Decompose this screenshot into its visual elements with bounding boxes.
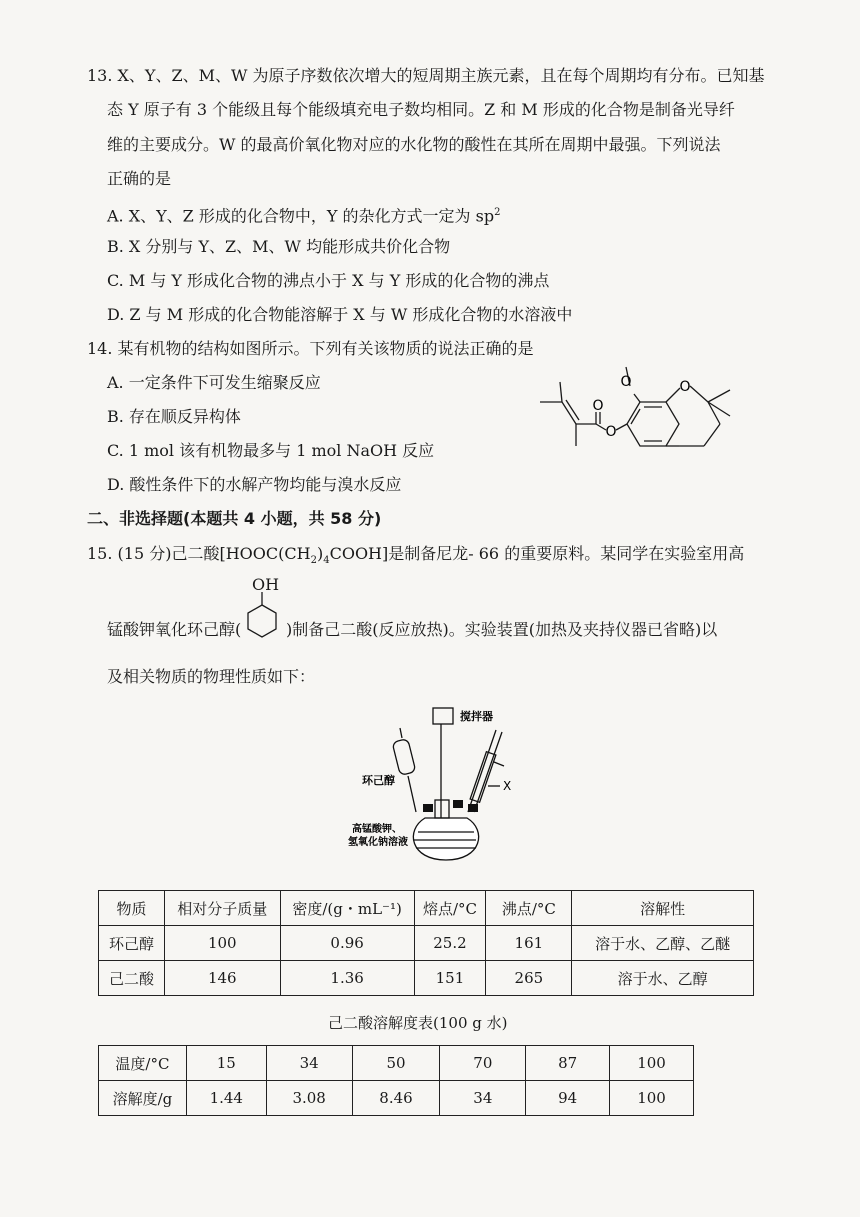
q15-line2-part-a: 锰酸钾氧化环己醇( bbox=[107, 620, 242, 639]
q13-option-b: B. X 分别与 Y、Z、M、W 均能形成共价化合物 bbox=[107, 237, 451, 256]
solubility-table-caption: 己二酸溶解度表(100 g 水) bbox=[328, 1014, 508, 1032]
cyclohexanol-ring-structure bbox=[240, 592, 284, 642]
section-heading: 二、非选择题(本题共 4 小题，共 58 分) bbox=[87, 509, 382, 528]
q13-option-a bbox=[107, 202, 500, 227]
atom-o-ester: O bbox=[605, 424, 617, 440]
header-solubility: 溶解性 bbox=[572, 891, 754, 926]
cell: 34 bbox=[440, 1081, 526, 1116]
atom-o-methoxy: O bbox=[620, 374, 632, 390]
solubility-table bbox=[98, 1045, 694, 1116]
cell: 151 bbox=[414, 961, 486, 996]
q14-option-d: D. 酸性条件下的水解产物均能与溴水反应 bbox=[107, 475, 402, 494]
cell: 50 bbox=[352, 1046, 440, 1081]
q15-line1 bbox=[87, 543, 744, 572]
cell: 溶解度/g bbox=[99, 1081, 187, 1116]
q13-stem-line1: 13. X、Y、Z、M、W 为原子序数依次增大的短周期主族元素，且在每个周期均有分布。已知基 bbox=[87, 66, 765, 85]
label-cyclohexanol: 环己醇 bbox=[362, 774, 395, 787]
q13-option-a-superscript: 2 bbox=[494, 207, 501, 218]
cell: 溶于水、乙醇 bbox=[572, 961, 754, 996]
q15-line1-part-b: ) bbox=[316, 544, 324, 563]
label-stirrer: 搅拌器 bbox=[460, 710, 493, 723]
cell: 146 bbox=[164, 961, 280, 996]
q14-option-a: A. 一定条件下可发生缩聚反应 bbox=[107, 373, 321, 392]
q15-line1-part-a: 15. (15 分)己二酸[HOOC(CH bbox=[87, 544, 311, 563]
apparatus-diagram bbox=[340, 695, 530, 865]
header-boiling-point: 沸点/°C bbox=[486, 891, 572, 926]
table-row bbox=[99, 1081, 694, 1116]
cell: 100 bbox=[164, 926, 280, 961]
header-substance: 物质 bbox=[99, 891, 165, 926]
table-header-row bbox=[99, 891, 754, 926]
q13-stem-line2: 态 Y 原子有 3 个能级且每个能级填充电子数均相同。Z 和 M 形成的化合物是制备光导纤 bbox=[107, 100, 735, 119]
table-row bbox=[99, 961, 754, 996]
q13-option-c: C. M 与 Y 形成化合物的沸点小于 X 与 Y 形成的化合物的沸点 bbox=[107, 271, 550, 290]
cell: 0.96 bbox=[280, 926, 414, 961]
label-solution-line2: 氢氧化钠溶液 bbox=[348, 837, 408, 848]
q13-stem-line4: 正确的是 bbox=[107, 169, 172, 188]
cell: 100 bbox=[610, 1081, 694, 1116]
q14-stem: 14. 某有机物的结构如图所示。下列有关该物质的说法正确的是 bbox=[87, 339, 534, 358]
cell: 15 bbox=[186, 1046, 266, 1081]
cell: 87 bbox=[526, 1046, 610, 1081]
q13-stem-line3: 维的主要成分。W 的最高价氧化物对应的水化物的酸性在其所在周期中最强。下列说法 bbox=[107, 135, 721, 154]
cell: 25.2 bbox=[414, 926, 486, 961]
header-density: 密度/(g・mL⁻¹) bbox=[280, 891, 414, 926]
q15-line2-part-b: )制备己二酸(反应放热)。实验装置(加热及夹持仪器已省略)以 bbox=[286, 620, 718, 639]
cyclohexanol-oh-label: OH bbox=[252, 575, 280, 594]
cell: 161 bbox=[486, 926, 572, 961]
physical-properties-table bbox=[98, 890, 754, 996]
cell: 1.44 bbox=[186, 1081, 266, 1116]
q14-molecule-structure bbox=[525, 355, 765, 480]
cell: 温度/°C bbox=[99, 1046, 187, 1081]
table-row bbox=[99, 926, 754, 961]
q15-line1-part-c: COOH]是制备尼龙- 66 的重要原料。某同学在实验室用高 bbox=[329, 544, 745, 563]
q15-line3: 及相关物质的物理性质如下： bbox=[107, 667, 316, 686]
cell: 8.46 bbox=[352, 1081, 440, 1116]
q15-line1-sub-2: 2 bbox=[310, 555, 317, 567]
label-x-condenser: X bbox=[503, 779, 512, 793]
cell: 溶于水、乙醇、乙醚 bbox=[572, 926, 754, 961]
cell: 100 bbox=[610, 1046, 694, 1081]
cell: 环己醇 bbox=[99, 926, 165, 961]
q15-line1-sub-4: 4 bbox=[323, 555, 330, 567]
atom-o-ring: O bbox=[679, 379, 691, 395]
cell: 70 bbox=[440, 1046, 526, 1081]
cell: 265 bbox=[486, 961, 572, 996]
header-melting-point: 熔点/°C bbox=[414, 891, 486, 926]
q13-option-d: D. Z 与 M 形成的化合物能溶解于 X 与 W 形成化合物的水溶液中 bbox=[107, 305, 573, 324]
q14-option-b: B. 存在顺反异构体 bbox=[107, 407, 241, 426]
cell: 94 bbox=[526, 1081, 610, 1116]
cell: 1.36 bbox=[280, 961, 414, 996]
cell: 己二酸 bbox=[99, 961, 165, 996]
label-solution-line1: 高锰酸钾、 bbox=[352, 824, 402, 835]
atom-o-carbonyl: O bbox=[592, 398, 604, 414]
q14-option-c: C. 1 mol 该有机物最多与 1 mol NaOH 反应 bbox=[107, 441, 435, 460]
table-row bbox=[99, 1046, 694, 1081]
q13-option-a-text: A. X、Y、Z 形成的化合物中，Y 的杂化方式一定为 sp bbox=[107, 206, 495, 226]
cell: 3.08 bbox=[266, 1081, 352, 1116]
header-molar-mass: 相对分子质量 bbox=[164, 891, 280, 926]
cell: 34 bbox=[266, 1046, 352, 1081]
